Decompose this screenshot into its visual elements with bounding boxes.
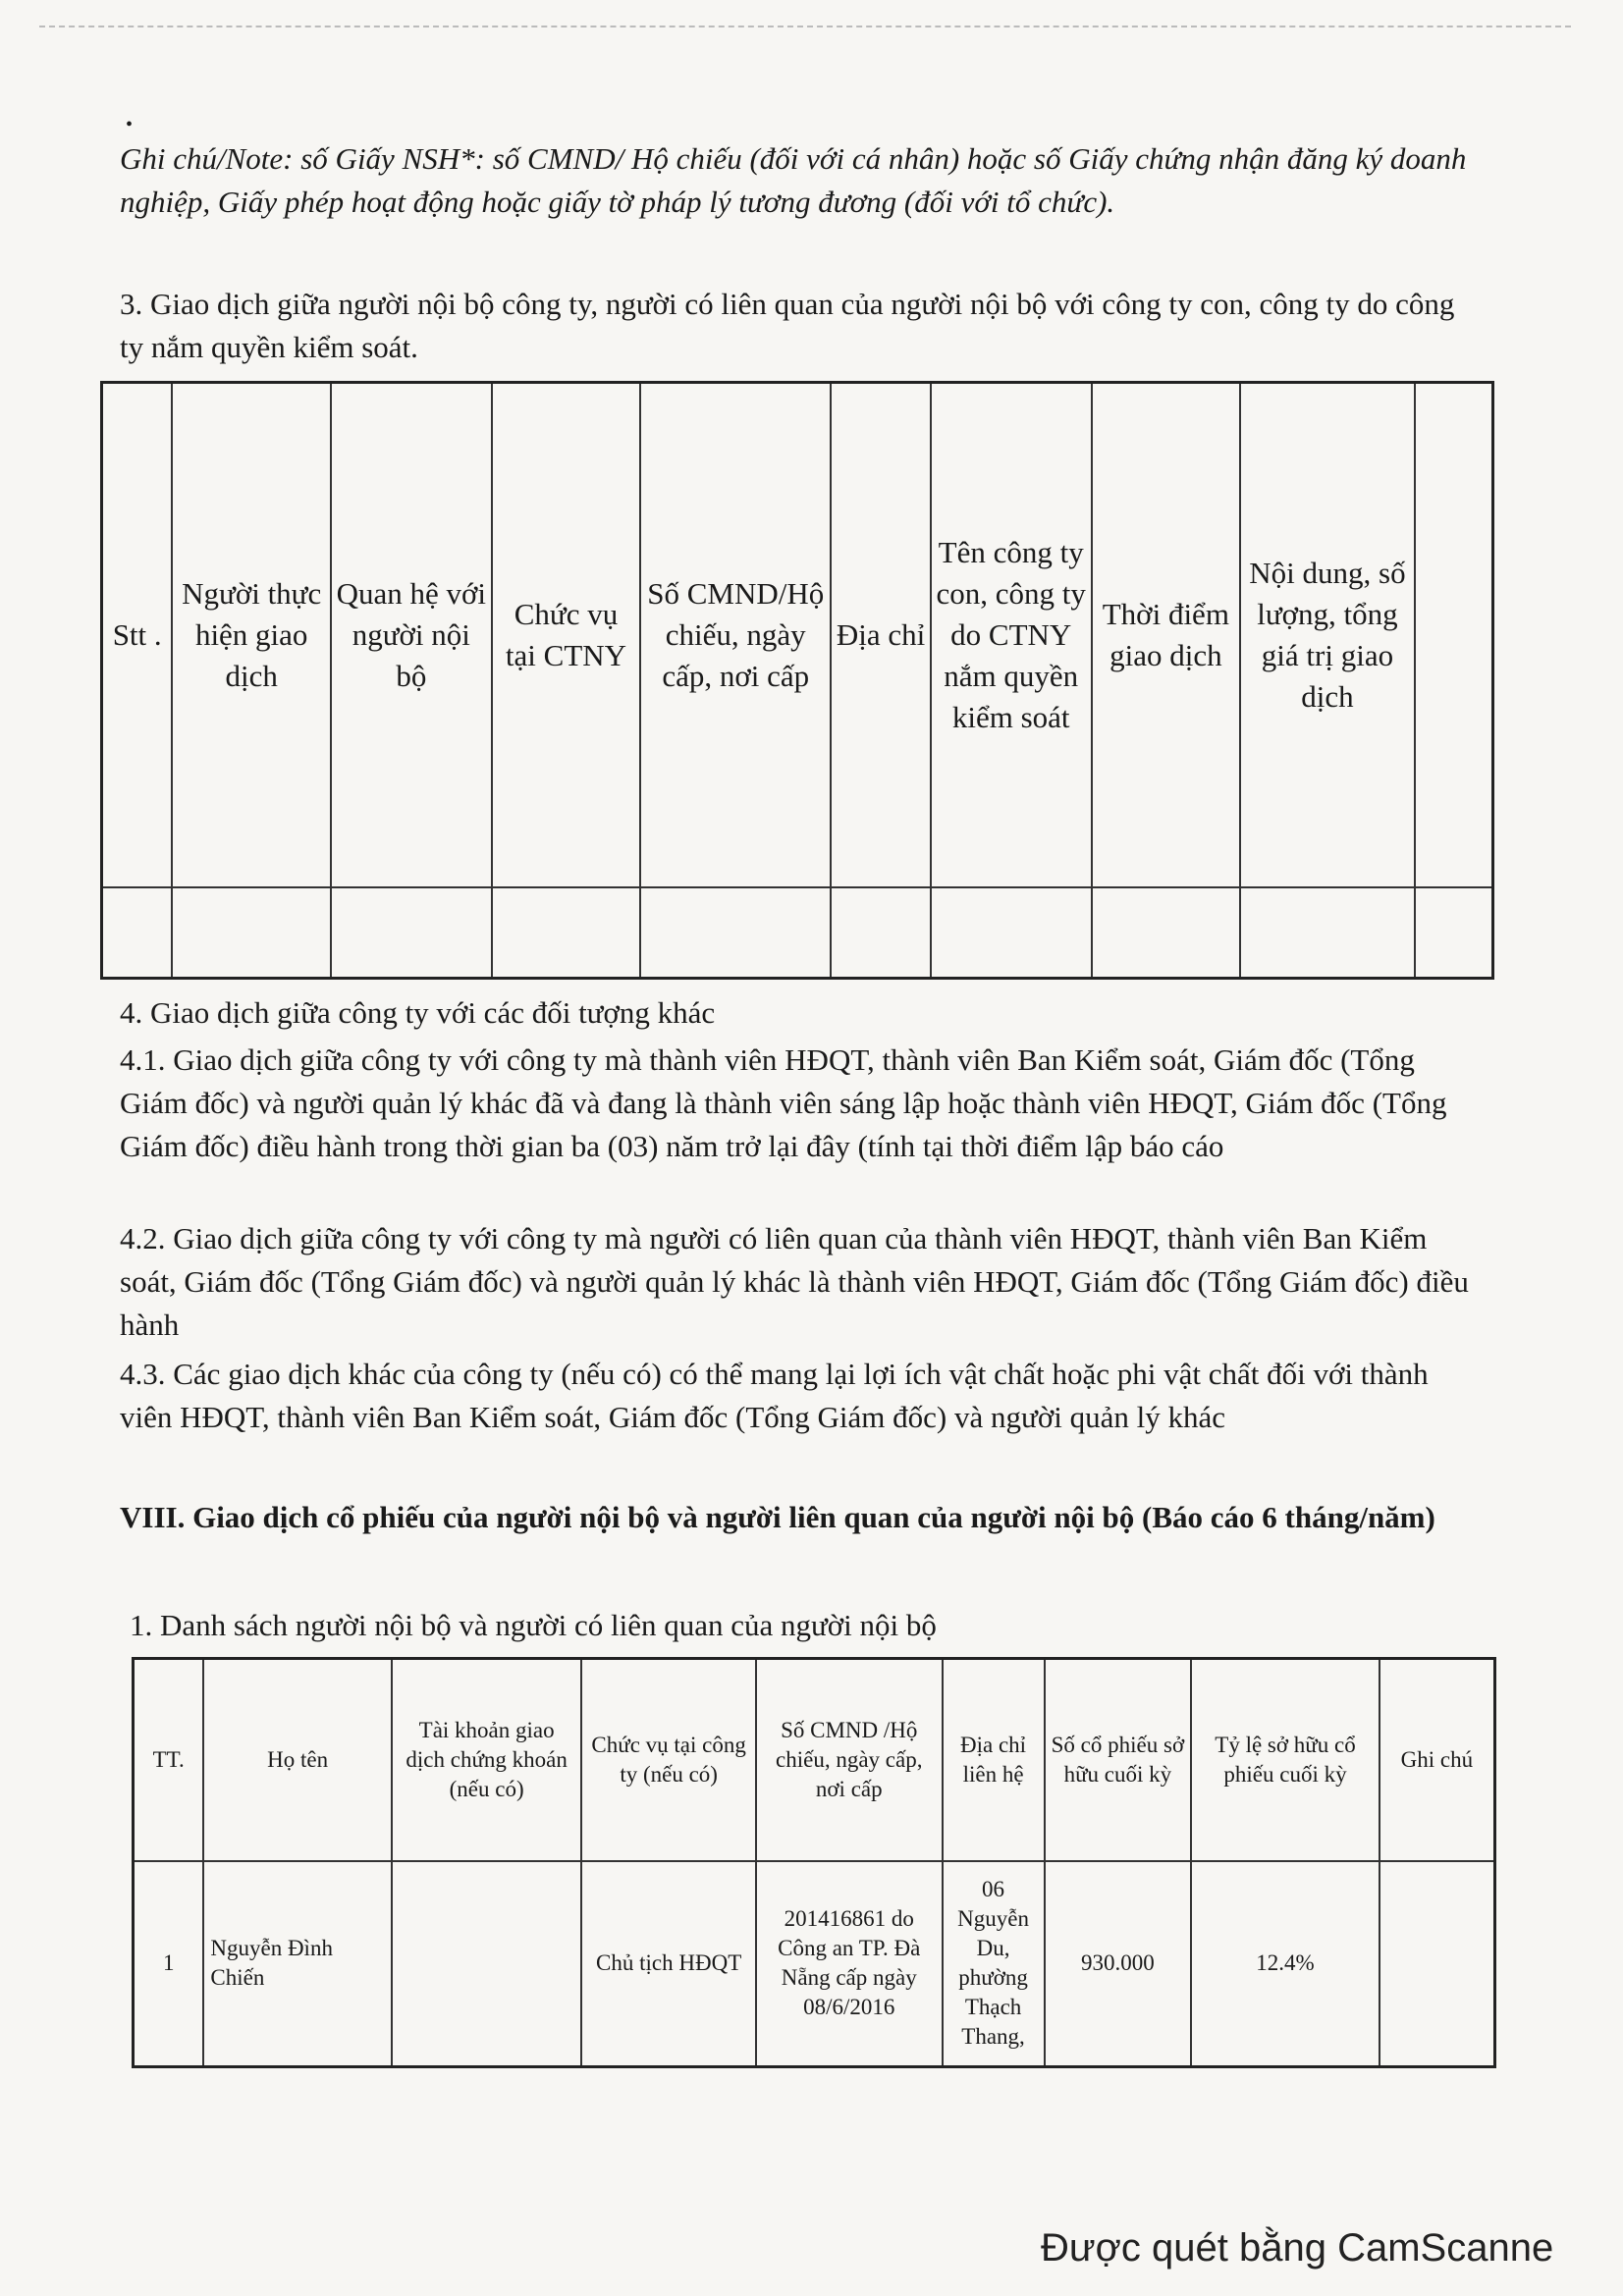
insider-list-table (132, 1657, 1496, 2068)
col-stt: Stt . (102, 383, 173, 887)
note-paragraph: Ghi chú/Note: số Giấy NSH*: số CMND/ Hộ chiếu (đối với cá nhân) hoặc số Giấy chứng nhận đăng ký doanh nghiệp, Giấy phép hoạt động hoặc giấy tờ pháp lý tương đương (đối với tổ chức). (120, 141, 1467, 219)
table-cell (640, 887, 831, 979)
section-4-2: 4.2. Giao dịch giữa công ty với công ty mà người có liên quan của thành viên HĐQT, thành viên Ban Kiểm soát, Giám đốc (Tổng Giám đốc) và người quản lý khác là thành viên HĐQT, Giám đốc (Tổng Giám đốc) điều hành (120, 1221, 1469, 1342)
section-4-1: 4.1. Giao dịch giữa công ty với công ty mà thành viên HĐQT, thành viên Ban Kiểm soát, Giám đốc (Tổng Giám đốc) và người quản lý khác đã và đang là thành viên sáng lập hoặc thành viên HĐQT, Giám đốc (Tổng Giám đốc) điều hành trong thời gian ba (03) năm trở lại đây (tính tại thời điểm lập báo cáo (120, 1042, 1447, 1163)
section-3-table (100, 381, 1494, 980)
table-cell (172, 887, 331, 979)
cell-shares: 930.000 (1045, 1861, 1192, 2067)
col-name: Họ tên (203, 1659, 392, 1861)
table-cell (831, 887, 931, 979)
col-extra (1415, 383, 1493, 887)
cell-trading-account (392, 1861, 581, 2067)
table-row (134, 1861, 1495, 2067)
table-cell (331, 887, 492, 979)
table-row (102, 887, 1493, 979)
table-cell (931, 887, 1092, 979)
table-cell (1415, 887, 1493, 979)
col-id-number: Số CMND /Hộ chiếu, ngày cấp, nơi cấp (756, 1659, 943, 1861)
col-trading-account: Tài khoản giao dịch chứng khoán (nếu có) (392, 1659, 581, 1861)
col-position: Chức vụ tại CTNY (492, 383, 641, 887)
camscanner-watermark: Được quét bằng CamScanne (1041, 2226, 1554, 2269)
col-relationship: Quan hệ với người nội bộ (331, 383, 492, 887)
col-time: Thời điểm giao dịch (1092, 383, 1241, 887)
col-id-number: Số CMND/Hộ chiếu, ngày cấp, nơi cấp (640, 383, 831, 887)
cell-tt: 1 (134, 1861, 204, 2067)
section-4-heading: 4. Giao dịch giữa công ty với các đối tượng khác (120, 995, 716, 1030)
cell-note (1380, 1861, 1495, 2067)
bullet-mark: • (126, 114, 134, 135)
cell-address: 06 Nguyễn Du, phường Thạch Thang, (943, 1861, 1045, 2067)
table-cell (1240, 887, 1415, 979)
scan-edge-line (39, 26, 1571, 27)
col-shares: Số cổ phiếu sở hữu cuối kỳ (1045, 1659, 1192, 1861)
table-header-row (134, 1659, 1495, 1861)
col-tt: TT. (134, 1659, 204, 1861)
table-cell (1092, 887, 1241, 979)
section-8-heading: VIII. Giao dịch cổ phiếu của người nội bộ và người liên quan của người nội bộ (Báo cáo 6 tháng/năm) (120, 1500, 1435, 1534)
col-ratio: Tỷ lệ sở hữu cổ phiếu cuối kỳ (1191, 1659, 1379, 1861)
cell-position: Chủ tịch HĐQT (581, 1861, 756, 2067)
section-4-3: 4.3. Các giao dịch khác của công ty (nếu có) có thể mang lại lợi ích vật chất hoặc phi vật chất đối với thành viên HĐQT, thành viên Ban Kiểm soát, Giám đốc (Tổng Giám đốc) và người quản lý khác (120, 1357, 1429, 1434)
section-3-heading: 3. Giao dịch giữa người nội bộ công ty, người có liên quan của người nội bộ với công ty con, công ty do công ty nắm quyền kiểm soát. (120, 287, 1455, 364)
table-cell (492, 887, 641, 979)
cell-id-number: 201416861 do Công an TP. Đà Nẵng cấp ngày 08/6/2016 (756, 1861, 943, 2067)
col-note: Ghi chú (1380, 1659, 1495, 1861)
col-performer: Người thực hiện giao dịch (172, 383, 331, 887)
col-position: Chức vụ tại công ty (nếu có) (581, 1659, 756, 1861)
cell-name: Nguyễn Đình Chiến (203, 1861, 392, 2067)
col-address: Địa chỉ liên hệ (943, 1659, 1045, 1861)
col-subsidiary: Tên công ty con, công ty do CTNY nắm quyền kiểm soát (931, 383, 1092, 887)
col-address: Địa chỉ (831, 383, 931, 887)
section-8-1-heading: 1. Danh sách người nội bộ và người có liên quan của người nội bộ (130, 1608, 937, 1642)
table-cell (102, 887, 173, 979)
cell-ratio: 12.4% (1191, 1861, 1379, 2067)
table-header-row (102, 383, 1493, 887)
col-content: Nội dung, số lượng, tổng giá trị giao dịch (1240, 383, 1415, 887)
